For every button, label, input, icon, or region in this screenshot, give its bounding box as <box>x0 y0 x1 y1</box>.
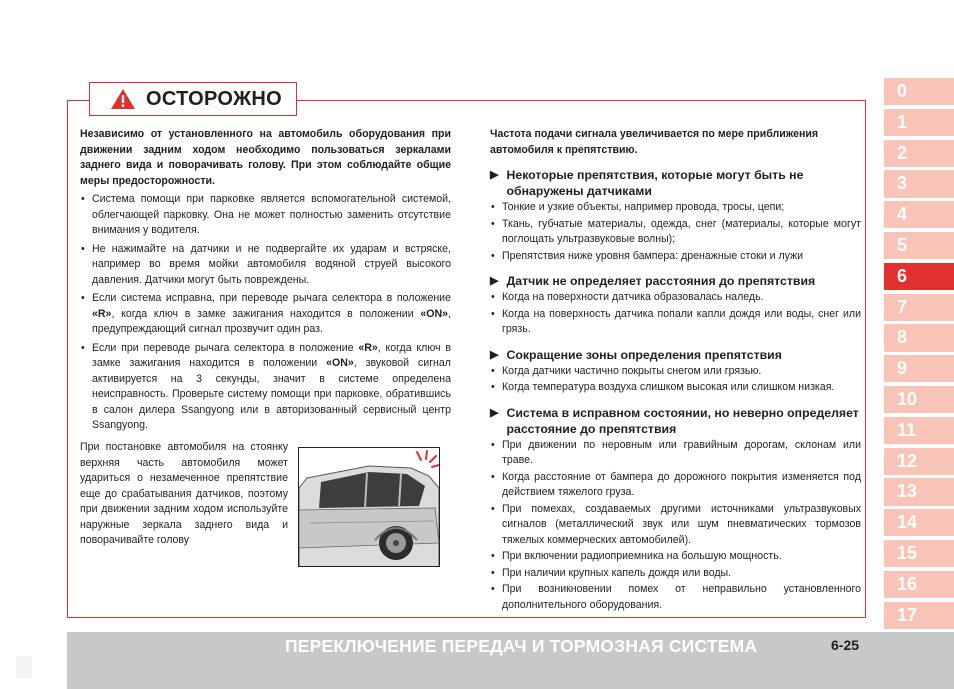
text-segment: , предупреждающий сигнал прозвучит один раз. <box>92 307 451 335</box>
list-item: • Когда на поверхности датчика образовалась наледь. <box>490 290 861 306</box>
gear-position-r: «R» <box>358 341 378 354</box>
section-list <box>490 364 861 396</box>
chapter-tab-0[interactable]: 0 <box>884 78 954 105</box>
warning-header <box>89 82 297 116</box>
list-item: • При включении радиоприемника на большую мощность. <box>490 549 861 565</box>
triangle-bullet-icon: ▶ <box>490 406 499 419</box>
list-item: • Когда температура воздуха слишком высокая или слишком низкая. <box>490 380 861 396</box>
list-item <box>80 341 451 434</box>
left-bullet-list <box>80 192 451 434</box>
section-heading-text: Датчик не определяет расстояния до препятствия <box>506 274 816 288</box>
text-segment: , звуковой сигнал активируется на 3 секунды, значит в системе определена неисправность. Проверьте систему помощи при парковке, обратившись в салон дилера Ssangyong или в авторизованный сервисный центр Ssangyong. <box>92 357 451 431</box>
section-heading <box>490 167 861 199</box>
triangle-bullet-icon: ▶ <box>490 348 499 361</box>
chapter-tab-2[interactable]: 2 <box>884 140 954 167</box>
chapter-tabs <box>884 78 954 632</box>
impact-marks <box>417 451 439 467</box>
triangle-bullet-icon: ▶ <box>490 169 499 181</box>
section-list <box>490 290 861 338</box>
chapter-tab-11[interactable]: 11 <box>884 417 954 444</box>
chapter-tab-17[interactable]: 17 <box>884 602 954 629</box>
list-item <box>80 291 451 338</box>
list-item: • При наличии крупных капель дождя или воды. <box>490 566 861 582</box>
right-intro: Частота подачи сигнала увеличивается по мере приближения автомобиля к препятствию. <box>490 128 819 156</box>
triangle-bullet-icon: ▶ <box>490 275 499 287</box>
ignition-position-on: «ON» <box>326 357 354 369</box>
footer-title: ПЕРЕКЛЮЧЕНИЕ ПЕРЕДАЧ И ТОРМОЗНАЯ СИСТЕМА <box>285 636 758 656</box>
list-item: • Когда на поверхность датчика попали капли дождя или воды, снег или грязь. <box>490 307 861 338</box>
left-bottom-text: При постановке автомобиля на стоянку верхняя часть автомобиля может удариться о незамеченное препятствие еще до срабатывания датчиков, поэтому при движении задним ходом используйте наружные зеркала заднего вида и поворачивайте голову <box>80 441 288 546</box>
list-item: • Когда датчики частично покрыты снегом или грязью. <box>490 364 861 380</box>
section-heading <box>490 405 861 437</box>
list-item: • Не нажимайте на датчики и не подвергайте их ударам и встряске, например во время мойки автомобиля водяной струей высокого давления. Датчики могут быть повреждены. <box>80 242 451 289</box>
list-item: • Препятствия ниже уровня бампера: дренажные стоки и лужи <box>490 249 861 265</box>
ignition-position-on: «ON» <box>420 307 449 320</box>
section-heading-text: Некоторые препятствия, которые могут быть не обнаружены датчиками <box>506 168 804 198</box>
section-heading-text: Система в исправном состоянии, но неверно определяет расстояние до препятствия <box>506 405 859 436</box>
chapter-tab-10[interactable]: 10 <box>884 386 954 413</box>
gear-position-r: «R» <box>92 307 112 320</box>
section-heading-text: Сокращение зоны определения препятствия <box>506 347 782 362</box>
left-intro: Независимо от установленного на автомобиль оборудования при движении задним ходом необходимо пользоваться зеркалами заднего вида и поворачивать голову. При этом соблюдайте общие меры предосторожности. <box>80 128 451 187</box>
list-item: • При помехах, создаваемых другими источниками ультразвуковых сигналов (металлический звук или шум пневматических тормозов тяжелых коммерческих автомобилей). <box>490 502 861 549</box>
list-item: • При возникновении помех от неправильно установленного дополнительного оборудования. <box>490 582 861 613</box>
chapter-tab-13[interactable]: 13 <box>884 478 954 505</box>
section-list <box>490 438 861 614</box>
section-list <box>490 200 861 264</box>
chapter-tab-4[interactable]: 4 <box>884 201 954 228</box>
car-rear-illustration <box>298 447 440 567</box>
chapter-tab-8[interactable]: 8 <box>884 324 954 351</box>
corner-mark <box>16 656 32 678</box>
section-heading <box>490 347 861 363</box>
list-item: • Ткань, губчатые материалы, одежда, снег (материалы, которые могут поглощать ультразвуковые волны); <box>490 217 861 248</box>
chapter-tab-6[interactable]: 6 <box>884 263 954 290</box>
left-column <box>80 127 451 434</box>
warning-title: ОСТОРОЖНО <box>146 87 282 110</box>
car-drawing <box>299 448 440 567</box>
chapter-tab-9[interactable]: 9 <box>884 355 954 382</box>
list-item: • Тонкие и узкие объекты, например провода, тросы, цепи; <box>490 200 861 216</box>
chapter-tab-16[interactable]: 16 <box>884 571 954 598</box>
warning-triangle-icon <box>110 88 136 110</box>
chapter-tab-5[interactable]: 5 <box>884 232 954 259</box>
text-segment: Если при переводе рычага селектора в положение <box>92 341 359 354</box>
text-segment: , когда ключ в замке зажигания находится в положении <box>111 307 421 320</box>
chapter-tab-7[interactable]: 7 <box>884 294 954 321</box>
chapter-tab-14[interactable]: 14 <box>884 509 954 536</box>
chapter-tab-15[interactable]: 15 <box>884 540 954 567</box>
chapter-tab-3[interactable]: 3 <box>884 170 954 197</box>
chapter-tab-1[interactable]: 1 <box>884 109 954 136</box>
list-item: • При движении по неровным или гравийным дорогам, склонам или траве. <box>490 438 861 469</box>
right-column <box>490 127 861 613</box>
text-segment: Если система исправна, при переводе рычага селектора в положение <box>92 292 451 304</box>
text-segment: , когда ключ в замке зажигания находится в положении <box>92 341 452 369</box>
list-item: • Система помощи при парковке является вспомогательной системой, облегчающей парковку. Она не может полностью заменить отсутствие внимания у водителя. <box>80 192 451 239</box>
section-heading <box>490 273 861 289</box>
page-number: 6-25 <box>831 637 860 653</box>
list-item: • Когда расстояние от бампера до дорожного покрытия изменяется под действием тяжелого груза. <box>490 470 861 501</box>
chapter-tab-12[interactable]: 12 <box>884 448 954 475</box>
